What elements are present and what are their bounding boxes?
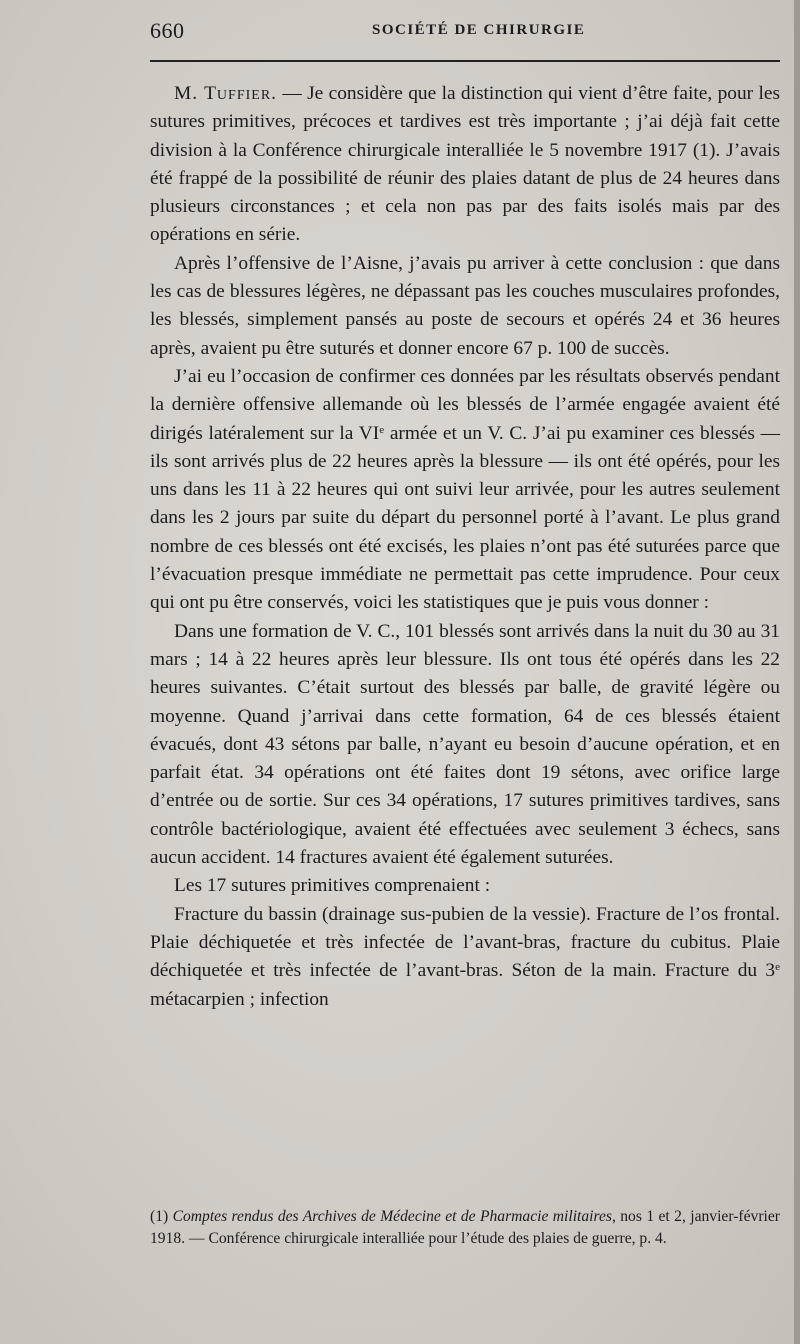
body-text — [150, 80, 780, 1014]
paragraph-4: Dans une formation de V. C., 101 blessés sont arrivés dans la nuit du 30 au 31 mars ; 14 à 22 heures après leur blessure. Ils ont tous été opérés dans les 22 heures suivantes. C’était surtout des blessés par balle, de gravité légère ou moyenne. Quand j’arrivai dans cette formation, 64 de ces blessés étaient évacués, dont 43 sétons par balle, n’ayant eu besoin d’aucune opération, et en parfait état. 34 opérations ont été faites dont 19 sétons, avec orifice large d’entrée ou de sortie. Sur ces 34 opérations, 17 sutures primitives tardives, sans contrôle bactériologique, avaient été effectuées avec seulement 3 échecs, sans aucun accident. 14 fractures avaient été également suturées. — [150, 620, 780, 869]
paragraph-1 — [150, 80, 780, 250]
superscript: e — [379, 423, 385, 436]
paragraph-5: Les 17 sutures primitives comprenaient : — [174, 875, 491, 897]
paragraph-3-text-a: J’ai eu l’occasion de confirmer ces données par les résultats observés pendant la dernière offensive allemande où les blessés de l’armée engagée avaient été dirigés latéralement sur la VI — [150, 365, 780, 444]
paragraph-6-text-a: Fracture du bassin (drainage sus-pubien de la vessie). Fracture de l’os frontal. Plaie déchiquetée et très infectée de l’avant-bras, fracture du cubitus. Plaie déchiquetée et très infectée de l’avant-bras. Séton de la main. Fracture du 3 — [150, 903, 780, 982]
paragraph-6 — [150, 901, 780, 1014]
speaker-name: M. Tuffier. — [174, 83, 278, 104]
footnote-title: Comptes rendus des Archives de Médecine et de Pharmacie militaires — [172, 1208, 612, 1225]
footnote-marker: (1) — [150, 1208, 173, 1225]
paragraph-2: Après l’offensive de l’Aisne, j’avais pu arriver à cette conclusion : que dans les cas de blessures légères, ne dépassant pas les couches musculaires profondes, les blessés, simplement pansés au poste de secours et opérés 24 et 36 heures après, avaient pu être suturés et donner encore 67 p. 100 de succès. — [150, 252, 780, 359]
page-number: 660 — [150, 18, 185, 43]
paragraph-1-text: — Je considère que la distinction qui vient d’être faite, pour les sutures primitives, précoces et tardives est très importante ; j’ai déjà fait cette division à la Conférence chirurgicale interalliée le 5 novembre 1917 (1). J’avais été frappé de la possibilité de réunir des plaies datant de plus de 24 heures dans plusieurs circonstances ; et cela non pas par des faits isolés mais par des opérations en série. — [150, 83, 780, 246]
page-edge — [794, 0, 800, 1344]
running-title: SOCIÉTÉ DE CHIRURGIE — [372, 22, 586, 38]
paragraph-6-text-b: métacarpien ; infection — [150, 988, 329, 1010]
header-rule — [150, 60, 780, 62]
footnote-text: , nos 1 et 2, janvier-février 1918. — Conférence chirurgicale interalliée pour l’étude des plaies de guerre, p. 4. — [150, 1208, 780, 1247]
footnote — [150, 1206, 780, 1249]
superscript: e — [775, 961, 780, 974]
page-header — [150, 18, 780, 48]
paragraph-3-text-b: armée et un V. C. J’ai pu examiner ces blessés — ils sont arrivés plus de 22 heures après la blessure — ils ont été opérés, pour les uns dans les 11 à 22 heures qui ont suivi leur arrivée, pour les autres seulement dans les 2 jours par suite du départ du personnel porté à l’avant. Le plus grand nombre de ces blessés ont été excisés, les plaies n’ont pas été suturées parce que l’évacuation presque immédiate ne permettait pas cette imprudence. Pour ceux qui ont pu être conservés, voici les statistiques que je puis vous donner : — [150, 422, 780, 614]
paragraph-3 — [150, 363, 780, 618]
